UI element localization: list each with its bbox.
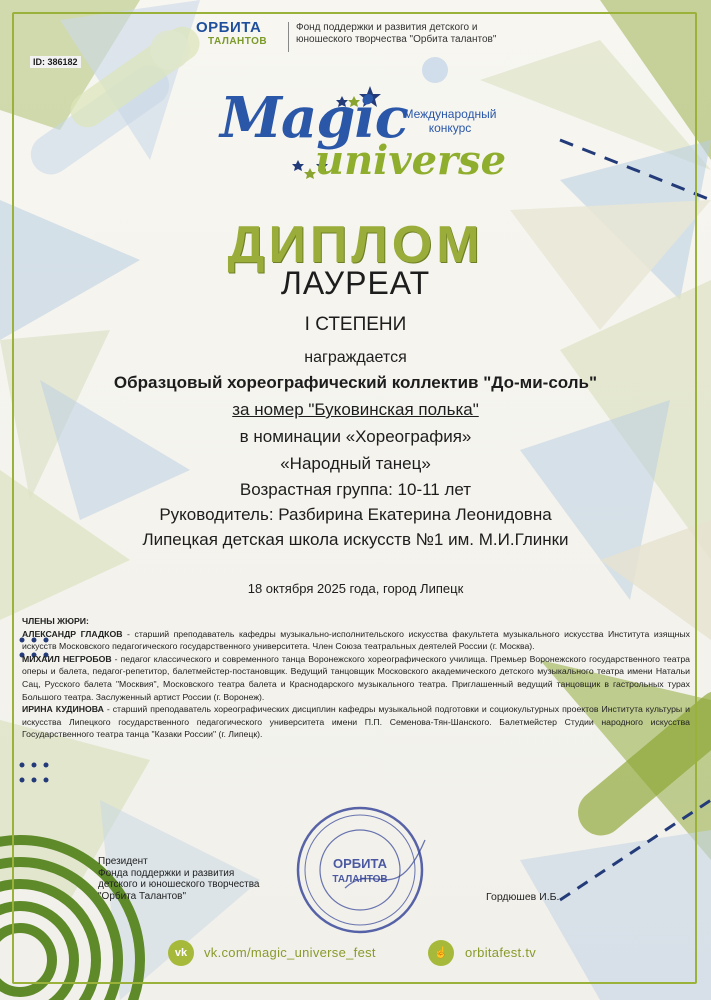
- jury-member-description: - педагог классического и современного танца Воронежского хореографического училища. Премьер Воронежского государственного театра оперы и балета, педагог-репетитор, балетмейстер-постановщик. Ведущий танцовщик Московского академического детского музыкального театра имени Натальи Сац, Русского балета "Москвия", Московского театра балета и Краснодарского музыкального театра. Приглашенный ведущий танцовщик в гастрольных турах Большого театра. Заслуженный артист России (г. Воронеж).: [22, 653, 690, 702]
- nomination: в номинации «Хореография»: [239, 427, 472, 446]
- date-place: 18 октября 2025 года, город Липецк: [247, 581, 464, 596]
- footer: [0, 940, 711, 980]
- performance-number: [40, 400, 671, 420]
- stamp-text-1: ОРБИТА: [333, 856, 387, 871]
- hand-pointer-icon: ☝: [428, 940, 454, 966]
- jury-heading: ЧЛЕНЫ ЖЮРИ:: [22, 616, 89, 626]
- collective-name: Образцовый хореографический коллектив "До-ми-соль": [113, 373, 598, 392]
- president-block: [98, 856, 260, 902]
- vk-url[interactable]: vk.com/magic_universe_fest: [204, 945, 376, 960]
- president-line: "Орбита Талантов": [98, 890, 187, 902]
- logo-universe: universe: [315, 137, 507, 184]
- jury-section: [22, 615, 690, 741]
- jury-member-description: - старший преподаватель хореографических дисциплин кафедры музыкальной подготовки и социокультурных проектов Института культуры и искусства Липецкого государственного педагогического университета имени П.П. Семенова-Тян-Шанского. Балетмейстер Студии народного искусства Государственного театра танца "Казаки России" (г. Липецк).: [22, 704, 690, 740]
- performance-number-text: за номер "Буковинская полька": [232, 400, 479, 419]
- official-stamp: [285, 800, 435, 940]
- jury-member-description: - старший преподаватель кафедры музыкально-исполнительского искусства факультета музыкального искусства Института изящных искусств Московского педагогического государственного университета. Член Союза театральных деятелей России (г. Москва).: [22, 628, 690, 652]
- diploma-id: ID: 386182: [30, 56, 81, 68]
- orbita-header: [196, 20, 516, 54]
- logo-international-contest: Международный конкурс: [403, 107, 497, 135]
- jury-member: [22, 703, 690, 741]
- diploma-title: ДИПЛОМ: [227, 216, 484, 274]
- president-line: детского и юношеского творчества: [98, 879, 260, 890]
- president-line: Президент: [98, 856, 148, 867]
- jury-member: [22, 653, 690, 703]
- vk-icon: vk: [168, 940, 194, 966]
- laureate-title: ЛАУРЕАТ: [280, 265, 431, 301]
- jury-member-name: АЛЕКСАНДР ГЛАДКОВ: [22, 628, 123, 639]
- leader: Руководитель: Разбирина Екатерина Леонидовна: [159, 505, 552, 524]
- orbita-logo-text: ОРБИТА: [196, 19, 262, 36]
- orbita-logo-subtext: ТАЛАНТОВ: [208, 36, 268, 47]
- logo-magic: Magic: [220, 85, 408, 151]
- awarded-text: награждается: [304, 349, 407, 366]
- signature-name: Гордюшев И.Б.: [486, 891, 560, 903]
- age-group: Возрастная группа: 10-11 лет: [239, 480, 472, 499]
- site-url[interactable]: orbitafest.tv: [465, 945, 537, 960]
- fund-name: Фонд поддержки и развития детского и юношеского творчества "Орбита талантов": [296, 22, 497, 45]
- header-separator: [288, 22, 289, 52]
- dance-category: «Народный танец»: [280, 454, 431, 473]
- magic-universe-logo: [215, 85, 507, 195]
- school: Липецкая детская школа искусств №1 им. М.И.Глинки: [142, 530, 569, 549]
- degree-title: I СТЕПЕНИ: [304, 314, 407, 335]
- jury-member-name: ИРИНА КУДИНОВА: [22, 704, 104, 715]
- jury-member-name: МИХАИЛ НЕГРОБОВ: [22, 653, 112, 664]
- stamp-text-2: ТАЛАНТОВ: [332, 874, 388, 885]
- president-line: Фонда поддержки и развития: [98, 867, 235, 879]
- jury-member: [22, 628, 690, 653]
